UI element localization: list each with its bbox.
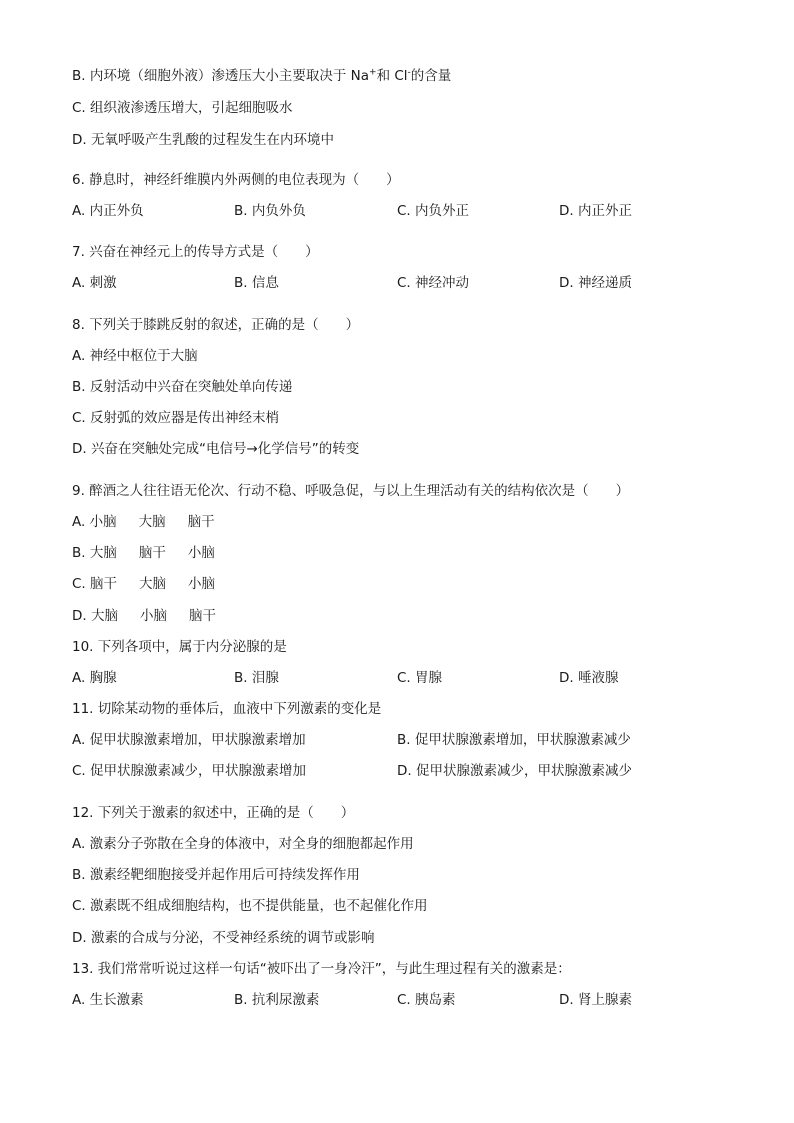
- q6-option-b: B. 内负外负: [234, 203, 306, 219]
- q11-option-b: B. 促甲状腺激素增加，甲状腺激素减少: [397, 732, 631, 748]
- q10-option-b: B. 泪腺: [234, 670, 279, 686]
- q9-option-c: [72, 574, 215, 594]
- q9-c-2: 大脑: [139, 576, 167, 592]
- q9-b-3: 小脑: [187, 545, 215, 561]
- q11-option-d: D. 促甲状腺激素减少，甲状腺激素减少: [397, 763, 632, 779]
- q13-option-c: C. 胰岛素: [397, 992, 456, 1008]
- q9-a-1: A. 小脑: [72, 514, 117, 530]
- q10-stem: 10. 下列各项中，属于内分泌腺的是: [72, 639, 287, 655]
- q9-d-2: 小脑: [139, 608, 167, 624]
- q5-option-b-text-2: 和 Cl: [376, 68, 408, 84]
- q9-option-b: [72, 543, 215, 563]
- q12-option-c: C. 激素既不组成细胞结构，也不提供能量，也不起催化作用: [72, 898, 428, 914]
- q6-option-c: C. 内负外正: [397, 203, 470, 219]
- q11-stem: 11. 切除某动物的垂体后，血液中下列激素的变化是: [72, 701, 382, 717]
- q8-option-d: D. 兴奋在突触处完成“电信号→化学信号”的转变: [72, 441, 360, 457]
- q7-option-a: A. 刺激: [72, 275, 117, 291]
- q6-option-a: A. 内正外负: [72, 203, 144, 219]
- q13-stem: 13. 我们常常听说过这样一句话“被吓出了一身冷汗”，与此生理过程有关的激素是：: [72, 961, 571, 977]
- q5-option-c: C. 组织液渗透压增大，引起细胞吸水: [72, 100, 293, 116]
- q7-option-c: C. 神经冲动: [397, 275, 470, 291]
- q8-option-c: C. 反射弧的效应器是传出神经末梢: [72, 410, 280, 426]
- q11-option-a: A. 促甲状腺激素增加，甲状腺激素增加: [72, 732, 306, 748]
- q10-option-c: C. 胃腺: [397, 670, 443, 686]
- q7-stem: 7. 兴奋在神经元上的传导方式是（ ）: [72, 244, 319, 260]
- q12-option-a: A. 激素分子弥散在全身的体液中，对全身的细胞都起作用: [72, 836, 414, 852]
- q12-option-b: B. 激素经靶细胞接受并起作用后可持续发挥作用: [72, 867, 360, 883]
- q10-option-a: A. 胸腺: [72, 670, 117, 686]
- na-superscript: +: [369, 67, 377, 78]
- q13-option-a: A. 生长激素: [72, 992, 144, 1008]
- q6-stem: 6. 静息时，神经纤维膜内外两侧的电位表现为（ ）: [72, 172, 400, 188]
- q9-a-3: 脑干: [187, 514, 215, 530]
- q9-c-3: 小脑: [188, 576, 216, 592]
- q5-option-b: [72, 66, 451, 86]
- q6-option-d: D. 内正外正: [559, 203, 632, 219]
- q9-stem: 9. 醉酒之人往往语无伦次、行动不稳、呼吸急促，与以上生理活动有关的结构依次是（ ）: [72, 483, 630, 499]
- q9-b-2: 脑干: [138, 545, 166, 561]
- q10-option-d: D. 唾液腺: [559, 670, 619, 686]
- q13-option-b: B. 抗利尿激素: [234, 992, 320, 1008]
- q8-option-b: B. 反射活动中兴奋在突触处单向传递: [72, 379, 293, 395]
- q9-d-1: D. 大脑: [72, 608, 118, 624]
- q5-option-b-text-1: B. 内环境（细胞外液）渗透压大小主要取决于 Na: [72, 68, 370, 84]
- q8-option-a: A. 神经中枢位于大脑: [72, 348, 198, 364]
- q7-option-d: D. 神经递质: [559, 275, 632, 291]
- q9-option-a: [72, 512, 215, 532]
- q12-option-d: D. 激素的合成与分泌，不受神经系统的调节或影响: [72, 930, 375, 946]
- q9-b-1: B. 大脑: [72, 545, 117, 561]
- q11-option-c: C. 促甲状腺激素减少，甲状腺激素增加: [72, 763, 307, 779]
- q9-option-d: [72, 606, 216, 626]
- q8-stem: 8. 下列关于膝跳反射的叙述，正确的是（ ）: [72, 317, 360, 333]
- q5-option-d: D. 无氧呼吸产生乳酸的过程发生在内环境中: [72, 132, 334, 148]
- q9-d-3: 脑干: [188, 608, 216, 624]
- q13-option-d: D. 肾上腺素: [559, 992, 632, 1008]
- cl-superscript: -: [407, 67, 411, 78]
- q9-a-2: 大脑: [138, 514, 166, 530]
- q5-option-b-text-3: 的含量: [410, 68, 452, 84]
- q7-option-b: B. 信息: [234, 275, 279, 291]
- q9-c-1: C. 脑干: [72, 576, 118, 592]
- q12-stem: 12. 下列关于激素的叙述中，正确的是（ ）: [72, 805, 355, 821]
